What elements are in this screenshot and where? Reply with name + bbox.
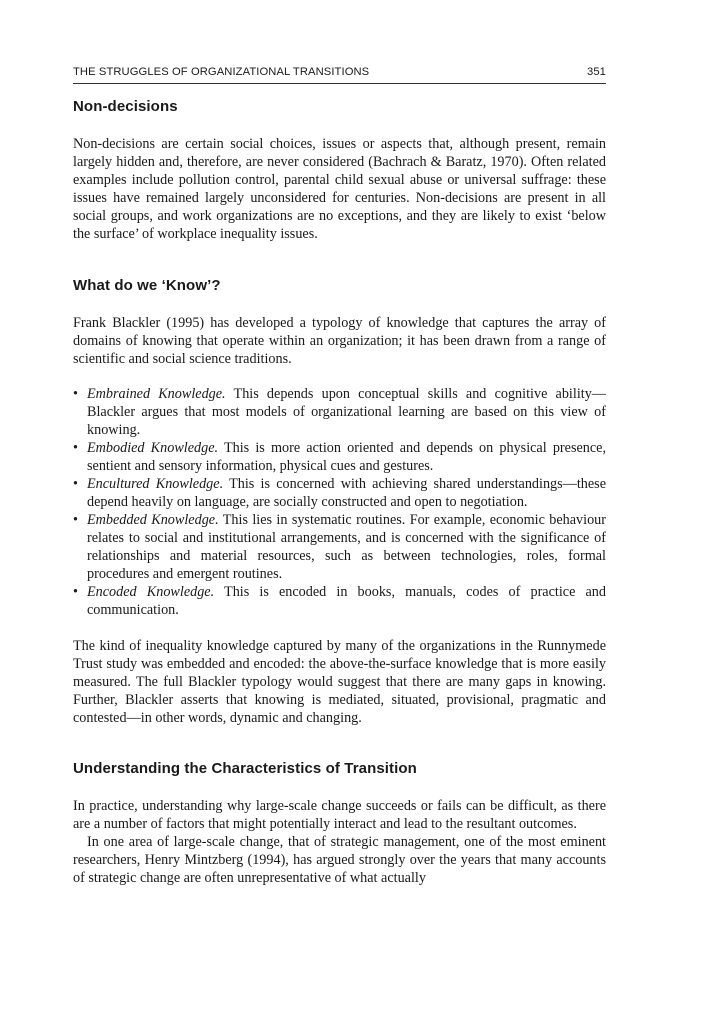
list-item — [73, 511, 606, 583]
list-item-term: Embedded Knowledge. — [87, 512, 219, 528]
paragraph-blackler-intro: Frank Blackler (1995) has developed a typology of knowledge that captures the array of domains of knowing that operate within an organization; it has been drawn from a range of scientific and social science traditions. — [73, 315, 606, 367]
list-item — [73, 583, 606, 619]
page — [73, 66, 606, 887]
list-item-text: This is concerned with achieving shared understandings—these depend heavily on language, are socially constructed and open to negotiation. — [87, 476, 606, 510]
heading-non-decisions: Non-decisions — [73, 98, 178, 115]
list-item-term: Encoded Knowledge. — [87, 584, 215, 600]
running-head — [73, 66, 606, 84]
list-item-term: Embrained Knowledge. — [87, 386, 226, 402]
paragraph-inequality-knowledge: The kind of inequality knowledge captured by many of the organizations in the Runnymede Trust study was embedded and encoded: the above-the-surface knowledge that is more easily measured. The full Blackler typology would suggest that there are many gaps in knowing. Further, Blackler asserts that knowing is mediated, situated, provisional, pragmatic and contested—in other words, dynamic and changing. — [73, 638, 606, 726]
running-title: THE STRUGGLES OF ORGANIZATIONAL TRANSITIONS — [73, 66, 370, 78]
list-item-text: This lies in systematic routines. For example, economic behaviour relates to social and institutional arrangements, and is concerned with the significance of relationships and material resources, such as between technologies, roles, formal procedures and emergent routines. — [87, 512, 606, 582]
page-number: 351 — [587, 66, 606, 78]
paragraph-non-decisions: Non-decisions are certain social choices, issues or aspects that, although present, remain largely hidden and, therefore, are never considered (Bachrach & Baratz, 1970). Often related examples include pollution control, parental child sexual abuse or universal suffrage: these issues have remained largely unconsidered for centuries. Non-decisions are present in all social groups, and work organizations are no exceptions, and they are likely to exist ‘below the surface’ of workplace inequality issues. — [73, 136, 606, 242]
knowledge-types-list — [73, 385, 606, 619]
list-item-text: This is more action oriented and depends on physical presence, sentient and sensory information, physical cues and gestures. — [87, 440, 606, 474]
list-item-term: Embodied Knowledge. — [87, 440, 219, 456]
list-item-term: Encultured Knowledge. — [87, 476, 224, 492]
list-item-text: This is encoded in books, manuals, codes of practice and communication. — [87, 584, 606, 618]
list-item-text: This depends upon conceptual skills and cognitive ability—Blackler argues that most models of organizational learning are based on this view of knowing. — [87, 386, 606, 438]
list-item — [73, 439, 606, 475]
paragraph-mintzberg: In one area of large-scale change, that of strategic management, one of the most eminent researchers, Henry Mintzberg (1994), has argued strongly over the years that many accounts of strategic change are often unrepresentative of what actually — [73, 834, 606, 886]
heading-characteristics-of-transition: Understanding the Characteristics of Transition — [73, 760, 417, 777]
heading-what-do-we-know: What do we ‘Know’? — [73, 277, 221, 294]
list-item — [73, 385, 606, 439]
list-item — [73, 475, 606, 511]
paragraph-large-scale-change: In practice, understanding why large-scale change succeeds or fails can be difficult, as there are a number of factors that might potentially interact and lead to the resultant outcomes. — [73, 798, 606, 832]
